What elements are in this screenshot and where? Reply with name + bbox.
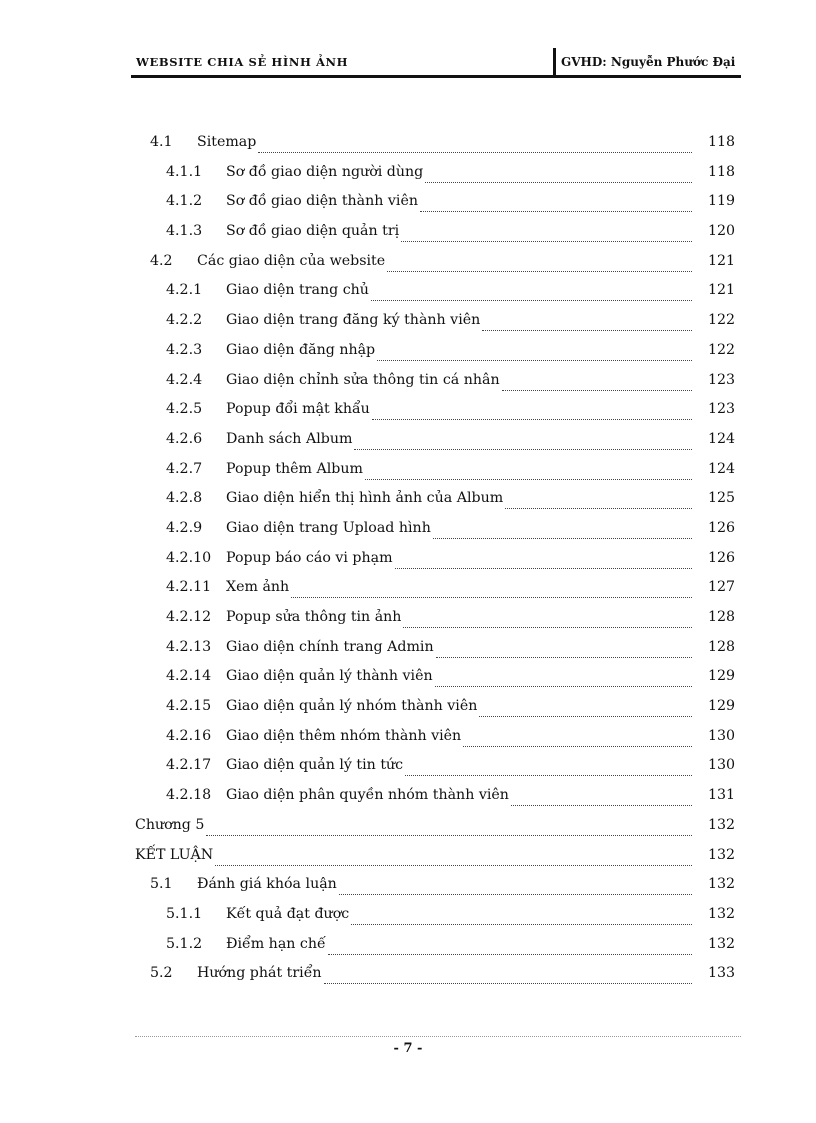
dot-leader: [436, 639, 692, 658]
toc-entry-page: 123: [708, 401, 736, 418]
toc-entry-title: Danh sách Album: [226, 430, 353, 447]
toc-entry-page: 130: [708, 757, 736, 774]
toc-entry-number: 4.2.16: [166, 727, 212, 744]
toc-entry-number: 4.2.17: [166, 757, 212, 774]
toc-entry-number: 4.2.4: [166, 371, 203, 388]
toc-entry-number: 4.1.3: [166, 223, 203, 240]
toc-entry[interactable]: [0, 306, 816, 336]
toc-entry[interactable]: [0, 425, 816, 455]
header-rule: [131, 75, 741, 78]
toc-entry-title: Các giao diện của website: [197, 252, 386, 269]
dot-leader: [387, 253, 692, 272]
dot-leader: [328, 936, 692, 955]
dot-leader: [403, 609, 692, 628]
toc-entry-number: 4.2.5: [166, 401, 203, 418]
toc-entry-title: Điểm hạn chế: [226, 935, 326, 952]
toc-entry[interactable]: [0, 959, 816, 989]
dot-leader: [291, 579, 692, 598]
dot-leader: [354, 431, 692, 450]
toc-entry-page: 129: [708, 668, 736, 685]
toc-entry[interactable]: [0, 573, 816, 603]
toc-entry-page: 126: [708, 549, 736, 566]
toc-entry[interactable]: [0, 158, 816, 188]
toc-entry[interactable]: [0, 811, 816, 841]
dot-leader: [401, 223, 692, 242]
toc-entry-number: 4.2.6: [166, 430, 203, 447]
toc-entry-title: Giao diện trang Upload hình: [226, 519, 431, 536]
toc-entry-page: 121: [708, 252, 736, 269]
toc-entry-title: Giao diện đăng nhập: [226, 341, 376, 358]
toc-entry[interactable]: [0, 870, 816, 900]
toc-entry-title: Giao diện trang chủ: [226, 282, 369, 299]
toc-entry[interactable]: [0, 544, 816, 574]
toc-entry-number: 4.2.13: [166, 638, 212, 655]
toc-entry-page: 123: [708, 371, 736, 388]
toc-entry-page: 122: [708, 312, 736, 329]
toc-entry-page: 124: [708, 460, 736, 477]
toc-entry-page: 119: [708, 193, 736, 210]
toc-entry-page: 127: [708, 579, 736, 596]
toc-entry[interactable]: [0, 751, 816, 781]
toc-entry-number: 4.2.1: [166, 282, 203, 299]
toc-entry-number: 4.2.8: [166, 490, 203, 507]
toc-entry-number: 4.1: [150, 134, 173, 150]
toc-entry-title: Giao diện hiển thị hình ảnh của Album: [226, 490, 504, 507]
toc-entry-number: 5.1: [150, 876, 173, 893]
dot-leader: [215, 847, 692, 866]
toc-entry[interactable]: [0, 900, 816, 930]
toc-entry-number: 4.2.15: [166, 698, 212, 715]
toc-entry-page: 129: [708, 698, 736, 715]
toc-entry-page: 131: [708, 787, 736, 804]
toc-entry[interactable]: [0, 603, 816, 633]
dot-leader: [351, 906, 692, 925]
toc-entry-page: 128: [708, 609, 736, 625]
toc-entry[interactable]: [0, 395, 816, 425]
dot-leader: [511, 787, 692, 806]
dot-leader: [324, 965, 692, 984]
toc-entry-title: Kết quả đạt được: [226, 905, 350, 922]
toc-entry-number: 4.1.2: [166, 193, 203, 210]
toc-entry-number: 4.2.11: [166, 579, 212, 596]
toc-entry-page: 122: [708, 341, 736, 358]
toc-entry[interactable]: [0, 930, 816, 960]
dot-leader: [479, 698, 692, 717]
supervisor-name: GVHD: Nguyễn Phước Đại: [561, 55, 736, 69]
toc-entry-title: Sơ đồ giao diện người dùng: [226, 163, 424, 180]
toc-entry-page: 132: [708, 846, 736, 863]
toc-entry-number: 4.2.3: [166, 341, 203, 358]
toc-entry-number: 4.2: [150, 252, 173, 269]
toc-entry-number: 5.2: [150, 965, 173, 982]
toc-entry-title: Sơ đồ giao diện quản trị: [226, 223, 400, 240]
toc-entry-number: 5.1.1: [166, 905, 203, 922]
toc-entry[interactable]: [0, 692, 816, 722]
toc-entry-title: Giao diện phân quyền nhóm thành viên: [226, 787, 509, 804]
dot-leader: [206, 817, 692, 836]
toc-entry[interactable]: [0, 217, 816, 247]
toc-entry-page: 121: [708, 282, 736, 299]
dot-leader: [463, 728, 692, 747]
toc-entry[interactable]: [0, 722, 816, 752]
toc-entry-page: 128: [708, 638, 736, 655]
toc-entry-title: Giao diện quản lý tin tức: [226, 757, 404, 774]
toc-entry-page: 132: [708, 935, 736, 952]
header-divider: [553, 48, 556, 76]
toc-entry[interactable]: [0, 484, 816, 514]
dot-leader: [372, 401, 692, 420]
toc-entry-number: 4.2.2: [166, 312, 203, 329]
dot-leader: [405, 757, 692, 776]
dot-leader: [433, 520, 692, 539]
dot-leader: [377, 342, 692, 361]
dot-leader: [371, 282, 692, 301]
toc-entry-title: Popup sửa thông tin ảnh: [226, 609, 402, 625]
toc-entry-title: Xem ảnh: [226, 579, 290, 596]
toc-entry-title: Popup báo cáo vi phạm: [226, 549, 393, 566]
toc-entry[interactable]: [0, 455, 816, 485]
toc-entry-title: Giao diện chỉnh sửa thông tin cá nhân: [226, 371, 500, 388]
toc-entry[interactable]: [0, 336, 816, 366]
toc-entry-page: 118: [708, 134, 736, 150]
toc-entry[interactable]: [0, 662, 816, 692]
dot-leader: [435, 668, 692, 687]
dot-leader: [425, 164, 692, 183]
toc-entry[interactable]: [0, 366, 816, 396]
dot-leader: [420, 193, 692, 212]
toc-entry[interactable]: [0, 128, 816, 158]
toc-entry-page: 130: [708, 727, 736, 744]
toc-entry-title: Giao diện chính trang Admin: [226, 638, 434, 655]
toc-entry-title: Sơ đồ giao diện thành viên: [226, 193, 419, 210]
toc-entry-title: Giao diện quản lý thành viên: [226, 668, 433, 685]
toc-entry-page: 132: [708, 816, 736, 833]
toc-entry[interactable]: [0, 514, 816, 544]
dot-leader: [505, 490, 692, 509]
footer-rule: [135, 1036, 741, 1037]
toc-entry-title: Đánh giá khóa luận: [197, 876, 337, 893]
toc-entry-page: 132: [708, 876, 736, 893]
toc-entry[interactable]: [0, 781, 816, 811]
toc-entry[interactable]: [0, 633, 816, 663]
toc-entry-number: 5.1.2: [166, 935, 203, 952]
toc-entry[interactable]: [0, 276, 816, 306]
toc-entry[interactable]: [0, 187, 816, 217]
toc-entry-number: 4.2.12: [166, 609, 212, 625]
dot-leader: [482, 312, 692, 331]
toc-entry-title: Popup đổi mật khẩu: [226, 401, 370, 418]
toc-entry-title: Hướng phát triển: [197, 965, 322, 982]
toc-entry-title: Chương 5: [135, 816, 205, 833]
toc-entry-number: 4.2.9: [166, 519, 203, 536]
document-title: WEBSITE CHIA SẺ HÌNH ẢNH: [136, 55, 349, 69]
toc-entry-page: 126: [708, 519, 736, 536]
dot-leader: [365, 461, 692, 480]
toc-entry-title: Giao diện quản lý nhóm thành viên: [226, 698, 478, 715]
toc-entry-title: Popup thêm Album: [226, 460, 363, 477]
toc-entry-number: 4.2.7: [166, 460, 203, 477]
toc-entry-page: 120: [708, 223, 736, 240]
toc-entry-title: KẾT LUẬN: [135, 846, 214, 863]
running-header: [131, 44, 741, 78]
toc-entry-number: 4.2.18: [166, 787, 212, 804]
table-of-contents: [0, 128, 816, 989]
toc-entry-page: 124: [708, 430, 736, 447]
toc-entry-page: 133: [708, 965, 736, 982]
toc-entry[interactable]: [0, 841, 816, 871]
dot-leader: [339, 876, 692, 895]
toc-entry-number: 4.1.1: [166, 163, 203, 180]
toc-entry-page: 118: [708, 163, 736, 180]
page-number: - 7 -: [393, 1041, 423, 1056]
dot-leader: [502, 372, 692, 391]
toc-entry-title: Giao diện thêm nhóm thành viên: [226, 727, 462, 744]
dot-leader: [258, 134, 692, 153]
toc-entry-page: 132: [708, 905, 736, 922]
toc-entry-page: 125: [708, 490, 736, 507]
toc-entry-title: Sitemap: [197, 134, 257, 150]
toc-entry-number: 4.2.10: [166, 549, 212, 566]
toc-entry-number: 4.2.14: [166, 668, 212, 685]
toc-entry[interactable]: [0, 247, 816, 277]
toc-entry-title: Giao diện trang đăng ký thành viên: [226, 312, 481, 329]
dot-leader: [395, 550, 692, 569]
